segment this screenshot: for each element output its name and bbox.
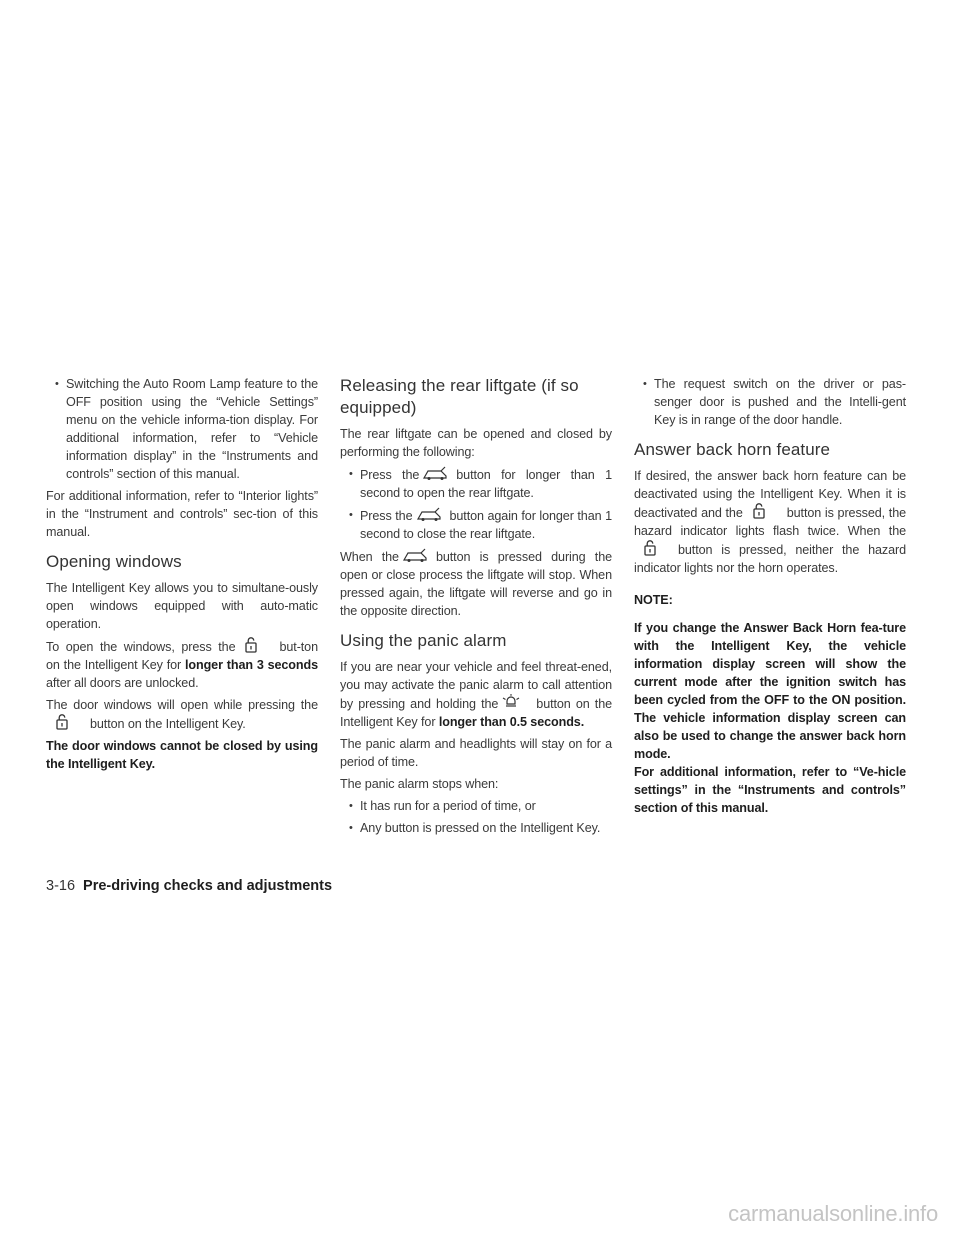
bullet-request-switch: • The request switch on the driver or pas-senger door is pushed and the Intelli-gent Key is in range of the door handle. — [634, 375, 906, 429]
panic-alarm-heading: Using the panic alarm — [340, 631, 507, 650]
bullet-auto-room-lamp: • Switching the Auto Room Lamp feature to the OFF position using the “Vehicle Settings” menu on the vehicle informa-tion display. For additional information, refer to “Vehicle information display” in the “Instruments and controls” section of this manual. — [46, 375, 318, 483]
cannot-close-warning — [46, 737, 318, 773]
unlock-key-icon — [56, 714, 68, 730]
liftgate-reverse-text-start: When the — [340, 550, 399, 564]
cannot-close-text: The door windows cannot be closed by using the Intelligent Key. — [46, 739, 318, 771]
panic-stops-when: The panic alarm stops when: — [340, 777, 499, 791]
liftgate-reverse-text-end: button is pressed during the open or close process the liftgate will stop. When pressed again, the liftgate will reverse and go in the opposite direction. — [340, 550, 613, 618]
page-footer — [46, 876, 332, 896]
liftgate-heading: Releasing the rear liftgate (if so equipped) — [340, 376, 579, 417]
interior-lights-reference: For additional information, refer to “Interior lights” in the “Instrument and controls” sec-tion of this manual. — [46, 489, 318, 539]
note-reference: For additional information, refer to “Ve-hicle settings” in the “Instruments and controls” section of this manual. — [634, 765, 906, 815]
opening-windows-heading: Opening windows — [46, 552, 182, 571]
unlock-key-icon — [644, 540, 656, 556]
open-while-text-end: button on the Intelligent Key. — [90, 717, 246, 731]
unlock-key-icon — [753, 503, 765, 519]
open-while-pressing — [46, 696, 318, 733]
liftgate-icon — [402, 547, 428, 563]
horn-text-end: button is pressed, neither the hazard indicator lights nor the horn operates. — [634, 543, 906, 575]
section-title: Pre-driving checks and adjustments — [83, 878, 333, 894]
liftgate-open-text-end: button for longer than 1 second to open the rear liftgate. — [360, 468, 612, 500]
column-2 — [340, 375, 612, 841]
note-label: NOTE: — [634, 593, 673, 607]
bullet-liftgate-open — [340, 465, 612, 502]
panic-icon — [502, 694, 520, 710]
liftgate-open-text-start: Press the — [360, 468, 420, 482]
answer-back-horn-body — [634, 467, 906, 577]
liftgate-icon — [416, 506, 442, 522]
panic-text-mid: button on the Intelligent Key for — [340, 697, 612, 729]
open-windows-text-end: after all doors are unlocked. — [46, 676, 199, 690]
liftgate-close-text-end: button again for longer than 1 second to close the rear liftgate. — [360, 509, 612, 541]
liftgate-close-text-start: Press the — [360, 509, 413, 523]
page-number: 3-16 — [46, 878, 76, 894]
open-windows-text-start: To open the windows, press the — [46, 640, 236, 654]
horn-text-mid: button is pressed, the hazard indicator lights flash twice. When the — [634, 506, 907, 538]
horn-text-start: If desired, the answer back horn feature can be deactivated using the Intelligent Key. When it is deactivated and the — [634, 469, 906, 520]
open-windows-duration: longer than 3 seconds — [185, 658, 318, 672]
answer-back-horn-heading: Answer back horn feature — [634, 440, 831, 459]
column-3 — [634, 375, 906, 817]
bullet-any-button: • Any button is pressed on the Intelligent Key. — [340, 819, 612, 837]
unlock-key-icon — [245, 637, 257, 653]
liftgate-icon — [422, 465, 448, 481]
liftgate-intro: The rear liftgate can be opened and closed by performing the following: — [340, 427, 612, 459]
liftgate-reverse — [340, 547, 612, 620]
note-text: If you change the Answer Back Horn fea-ture with the Intelligent Key, the vehicle information display screen will show the current mode after the ignition switch has been cycled from the OFF to the ON position. The vehicle information display screen can also be used to change the answer back horn mode. — [634, 621, 906, 761]
watermark: carmanualsonline.info — [728, 1201, 938, 1226]
bullet-run-period: • It has run for a period of time, or — [340, 797, 612, 815]
open-windows-text-mid: but-ton on the Intelligent Key for — [46, 640, 318, 672]
panic-text-start: If you are near your vehicle and feel threat-ened, you may activate the panic alarm to call attention by pressing and holding the — [340, 660, 612, 711]
bullet-liftgate-close — [340, 506, 612, 543]
panic-stay-on: The panic alarm and headlights will stay on for a period of time. — [340, 737, 612, 769]
panic-duration: longer than 0.5 seconds. — [438, 715, 585, 729]
open-while-text-start: The door windows will open while pressing the — [46, 698, 318, 712]
panic-alarm-instruction — [340, 658, 612, 731]
opening-windows-intro: The Intelligent Key allows you to simultane-ously open windows equipped with auto-matic operation. — [46, 581, 318, 631]
column-1 — [46, 375, 318, 777]
open-windows-instruction — [46, 637, 318, 692]
